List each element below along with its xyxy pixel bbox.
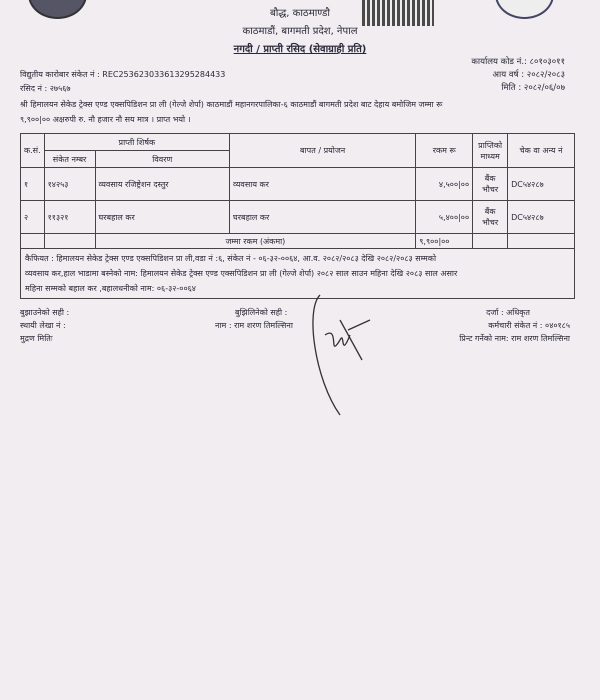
fiscal-year: आय वर्ष : २०८२/२०८३ <box>492 70 565 80</box>
payer-signature-label: बुझाउनेको सही : <box>20 308 70 317</box>
cell-purpose: व्यवसाय कर <box>230 168 416 201</box>
remarks-line-1: कैफियत : हिमालयन सेकेड ट्रेक्स एण्ड एक्सपिडिशन प्रा ली,वडा नं :६, संकेत नं - ०६-३२-००६४, आ.व. २०८२/२०८३ देखि २०८२/२०८३ सम्मको <box>25 254 437 263</box>
pan-label: स्थायी लेखा नं : <box>20 321 66 330</box>
remarks-box <box>20 248 575 299</box>
col-cheque: चेक वा अन्य नं <box>508 134 575 168</box>
col-desc: विवरण <box>95 151 230 168</box>
address-line-2: काठमाडौं, बागमती प्रदेश, नेपाल <box>242 26 358 37</box>
cell-medium: बैंक भौचर <box>473 168 508 201</box>
remarks-line-2: व्यवसाय कर,हाल भाडामा बस्नेको नाम: हिमालयन सेकेड ट्रेक्स एण्ड एक्सपिडिशन प्रा ली (गेल्जे शेर्पा) २०८२ साल साउन महिना देखि २०८३ साल असार <box>25 269 458 278</box>
cell-sn: २ <box>21 201 45 234</box>
transaction-id: विद्युतीय कारोबार संकेत नं : REC253623033613295284433 <box>20 70 226 79</box>
receiver-name: नाम : राम शरण तिमल्सिना <box>215 321 293 330</box>
staff-code: कर्मचारी संकेत नं : ०४०१८५ <box>488 321 570 330</box>
col-amount: रकम रू <box>416 134 473 168</box>
cell-amount: ४,५००|०० <box>416 168 473 201</box>
receipt-title: नगदी / प्राप्ती रसिद (सेवाग्राही प्रति) <box>233 44 367 55</box>
cell-desc: व्यवसाय रजिष्ट्रेशन दस्तुर <box>95 168 230 201</box>
remarks-line-3: महिना सम्मको बहाल कर ,बहालधनीको नाम: ०६-३२-००६४ <box>25 284 196 293</box>
col-purpose: बापत / प्रयोजन <box>230 134 416 168</box>
total-label: जम्मा रकम (अंकमा) <box>95 234 416 249</box>
receipt-date: मिति : २०८२/०६/०७ <box>501 83 565 93</box>
col-sn: क.सं. <box>21 134 45 168</box>
signature <box>300 290 380 420</box>
intro-line-1: श्री हिमालयन सेकेड ट्रेक्स एण्ड एक्सपिडिशन प्रा ली (गेल्जे शेर्पा) काठमाडौं महानगरपालिका-६ काठमाडौं बागमती प्रदेश बाट देहाय बमोजिम जम्मा रू <box>20 100 443 109</box>
cell-sn: १ <box>21 168 45 201</box>
col-heading: प्राप्ती शिर्षक <box>44 134 229 151</box>
receipt-table <box>20 133 575 249</box>
cell-purpose: घरबहाल कर <box>230 201 416 234</box>
rank: दर्जा : अधिकृत <box>486 308 530 317</box>
receiver-signature-label: बुझिलिनेको सही : <box>235 308 288 317</box>
receipt-number: रसिद नं : २७५६७ <box>20 84 71 93</box>
print-date-label: मुद्रण मितिः <box>20 334 53 343</box>
cell-code: १४२५३ <box>44 168 95 201</box>
col-code: संकेत नम्बर <box>44 151 95 168</box>
cell-code: ११३२१ <box>44 201 95 234</box>
cell-amount: ५,४००|०० <box>416 201 473 234</box>
office-code: कार्यालय कोड नं.: ८०१०३०११ <box>471 57 565 67</box>
table-row <box>21 168 575 201</box>
total-amount: ९,९००|०० <box>416 234 473 249</box>
total-row <box>21 234 575 249</box>
printed-by: प्रिन्ट गर्नेको नाम: राम शरण तिमल्सिना <box>459 334 570 343</box>
cell-medium: बैंक भौचर <box>473 201 508 234</box>
cell-cheque: DC५४२८७ <box>508 168 575 201</box>
cell-cheque: DC५४२८७ <box>508 201 575 234</box>
intro-line-2: ९,९००|०० अक्षरुपी रु. नौ हजार नौ सय मात्र । प्राप्त भयो । <box>20 115 191 124</box>
address-line-1: बौद्ध, काठमाण्डौ <box>270 8 330 19</box>
table-row <box>21 201 575 234</box>
cell-desc: घरबहाल कर <box>95 201 230 234</box>
col-medium: प्राप्तिको माध्यम <box>473 134 508 168</box>
